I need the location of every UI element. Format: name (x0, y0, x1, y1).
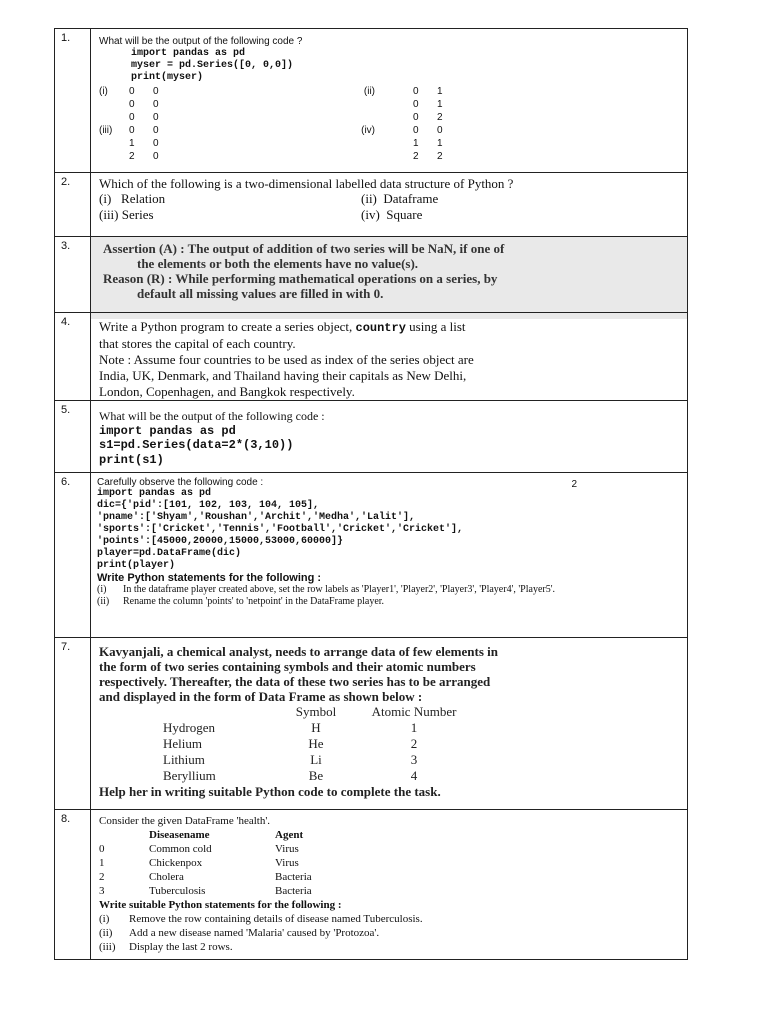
question-2 (55, 172, 687, 236)
cell: Helium (163, 736, 202, 751)
cell: 0 (413, 125, 419, 136)
header-cell: Diseasename (149, 829, 210, 841)
inline-code: country (355, 321, 406, 335)
code-line: 'pname':['Shyam','Roushan','Archit','Medha','Lalit'], (97, 512, 416, 523)
question-text: and displayed in the form of Data Frame as shown below : (99, 689, 423, 704)
cell: 4 (410, 768, 418, 783)
cell: 0 (413, 112, 419, 123)
table-row (95, 856, 316, 870)
option-label: (iv) (361, 207, 380, 222)
cell: 1 (99, 857, 105, 869)
table-row (159, 736, 473, 752)
cell: Cholera (149, 871, 184, 883)
assertion-label: Assertion (A) : (103, 241, 185, 256)
question-5 (55, 400, 687, 472)
question-number: 7. (55, 638, 91, 809)
option-label: (iii) (99, 125, 113, 136)
cell: Tuberculosis (149, 885, 206, 897)
reason-text: default all missing values are filled in with 0. (137, 286, 384, 301)
table-header (159, 704, 473, 720)
cell: 0 (153, 112, 159, 123)
table-row (159, 752, 473, 768)
options-grid (99, 85, 681, 163)
cell: 0 (153, 99, 159, 110)
cell: Hydrogen (163, 720, 215, 735)
question-text: that stores the capital of each country. (99, 336, 296, 351)
option-label: (iii) (99, 207, 119, 222)
cell: 0 (99, 843, 105, 855)
table-row (95, 870, 316, 884)
option-label: (i) (99, 191, 112, 206)
cell: 1 (437, 99, 443, 110)
code-line: myser = pd.Series([0, 0,0]) (131, 60, 294, 71)
option-label: (ii) (361, 191, 377, 206)
cell: Bacteria (275, 885, 312, 897)
question-text: Help her in writing suitable Python code to complete the task. (99, 784, 441, 799)
part-text: Rename the column 'points' to 'netpoint' in the DataFrame player. (123, 596, 385, 607)
part-label: (i) (99, 913, 110, 925)
question-3 (55, 236, 687, 312)
question-text: Kavyanjali, a chemical analyst, needs to arrange data of few elements in (99, 644, 498, 659)
question-prompt: What will be the output of the following code : (99, 409, 325, 423)
cell: 0 (153, 151, 159, 162)
cell: 2 (413, 151, 419, 162)
header-cell: Agent (275, 829, 304, 841)
question-number: 4. (55, 313, 91, 400)
marks: 2 (571, 479, 577, 490)
cell: 0 (413, 86, 419, 97)
option-label: (ii) (363, 86, 375, 97)
cell: Li (310, 752, 322, 767)
cell: 3 (99, 885, 105, 897)
note-text: London, Copenhagen, and Bangkok respectively. (99, 384, 355, 399)
code-line: 'points':[45000,20000,15000,53000,60000]} (97, 536, 344, 547)
part-text: Remove the row containing details of disease named Tuberculosis. (129, 913, 423, 925)
part-text: Display the last 2 rows. (129, 941, 233, 953)
option-text: Series (121, 207, 154, 222)
cell: 1 (437, 138, 443, 149)
reason-text: While performing mathematical operations on a series, by (175, 271, 498, 286)
cell: 2 (410, 736, 418, 751)
code-line: 'sports':['Cricket','Tennis','Football','Cricket','Cricket'], (97, 524, 464, 535)
question-number: 3. (55, 237, 91, 312)
question-text: respectively. Thereafter, the data of these two series has to be arranged (99, 674, 491, 689)
cell: 2 (129, 151, 135, 162)
question-prompt: Carefully observe the following code : (97, 477, 264, 488)
cell: Common cold (149, 843, 212, 855)
cell: 0 (129, 112, 135, 123)
table-row (159, 768, 473, 784)
option-text: Dataframe (383, 191, 439, 206)
cell: 1 (410, 720, 418, 735)
cell: Bacteria (275, 871, 312, 883)
header-cell: Atomic Number (371, 704, 457, 719)
question-number: 8. (55, 810, 91, 959)
cell: 1 (413, 138, 419, 149)
cell: Chickenpox (149, 857, 203, 869)
cell: 1 (437, 86, 443, 97)
question-4 (55, 312, 687, 400)
cell: He (308, 736, 324, 751)
question-number: 2. (55, 173, 91, 236)
part-label: (ii) (97, 596, 110, 607)
question-8 (55, 809, 687, 959)
cell: 2 (437, 151, 443, 162)
table-row (95, 884, 316, 898)
code-line: print(s1) (99, 452, 164, 467)
question-7 (55, 637, 687, 809)
assertion-text: The output of addition of two series will be NaN, if one of (187, 241, 505, 256)
cell: Be (308, 768, 324, 783)
cell: 2 (99, 871, 105, 883)
question-text: the form of two series containing symbols and their atomic numbers (99, 659, 476, 674)
code-line: print(myser) (131, 72, 204, 83)
assertion-reason-block (91, 237, 687, 319)
code-line: dic={'pid':[101, 102, 103, 104, 105], (97, 500, 320, 511)
health-table (95, 828, 316, 898)
code-line: player=pd.DataFrame(dic) (97, 548, 242, 559)
part-text: Add a new disease named 'Malaria' caused by 'Protozoa'. (129, 927, 380, 939)
options-grid (99, 191, 681, 223)
cell: 0 (413, 99, 419, 110)
option-label: (i) (99, 86, 108, 97)
header-cell: Symbol (295, 704, 337, 719)
cell: H (311, 720, 321, 735)
option-text: Relation (121, 191, 166, 206)
option-label: (iv) (361, 125, 375, 136)
cell: Beryllium (163, 768, 216, 783)
cell: 0 (153, 138, 159, 149)
part-label: (i) (97, 584, 107, 595)
question-6 (55, 472, 687, 637)
question-1 (55, 29, 687, 172)
cell: 0 (437, 125, 443, 136)
cell: 0 (153, 86, 159, 97)
reason-label: Reason (R) : (103, 271, 173, 286)
cell: 0 (129, 125, 135, 136)
question-prompt: Consider the given DataFrame 'health'. (99, 815, 271, 827)
header-cell (159, 704, 277, 720)
cell: Virus (275, 843, 299, 855)
code-line: s1=pd.Series(data=2*(3,10)) (99, 438, 294, 453)
table-row (159, 720, 473, 736)
question-number: 1. (55, 29, 91, 172)
question-prompt: What will be the output of the following code ? (99, 36, 303, 47)
header-cell (95, 828, 145, 842)
cell: 3 (410, 752, 418, 767)
cell: Lithium (163, 752, 205, 767)
note-text: Note : Assume four countries to be used as index of the series object are (99, 352, 474, 367)
assertion-text: the elements or both the elements have no value(s). (137, 256, 419, 271)
option-text: Square (386, 207, 423, 222)
question-text: using a list (409, 319, 466, 334)
code-line: import pandas as pd (97, 488, 212, 499)
part-label: (ii) (99, 927, 113, 939)
cell: 1 (129, 138, 135, 149)
cell: 0 (129, 99, 135, 110)
cell: Virus (275, 857, 299, 869)
question-text: Write a Python program to create a series object, (99, 319, 353, 334)
part-text: In the dataframe player created above, set the row labels as 'Player1', 'Player2', 'Player3', 'Player4', 'Player5'. (123, 584, 556, 595)
code-line: print(player) (97, 560, 176, 571)
question-number: 6. (55, 473, 91, 637)
table-header (95, 828, 316, 842)
table-row (95, 842, 316, 856)
part-label: (iii) (99, 941, 116, 953)
element-table (159, 704, 473, 784)
question-number: 5. (55, 401, 91, 472)
question-prompt: Which of the following is a two-dimensional labelled data structure of Python ? (99, 176, 514, 191)
instruction: Write suitable Python statements for the following : (99, 899, 342, 911)
note-text: India, UK, Denmark, and Thailand having their capitals as New Delhi, (99, 368, 467, 383)
cell: 2 (437, 112, 443, 123)
instruction: Write Python statements for the following : (97, 572, 322, 584)
cell: 0 (153, 125, 159, 136)
question-sheet (54, 28, 688, 960)
cell: 0 (129, 86, 135, 97)
code-line: import pandas as pd (99, 424, 236, 438)
code-line: import pandas as pd (131, 48, 246, 59)
